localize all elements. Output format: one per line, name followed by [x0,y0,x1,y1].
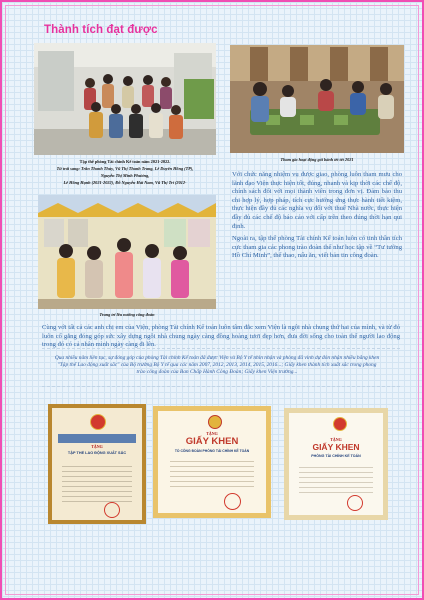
certificate-1-text-lines [62,462,132,502]
group-photo-caption-line2: Nguyễn Thị Minh Phương, [100,173,150,178]
certificate-2-title: GIẤY KHEN [185,436,239,447]
certificate-3-heading: TẶNG [330,437,342,442]
page-title: Thành tích đạt được [44,24,158,36]
emblem-icon [90,414,106,430]
certificate-1-banner [58,434,136,443]
certificate-3-subtitle: PHÒNG TÀI CHÍNH KẾ TOÁN [311,454,361,458]
group-photo-caption-line1: Từ trái sang: Trần Thanh Thủy, Vũ Thị Thanh Trang, Lê Duyên Hồng (TP), [56,166,194,171]
certificate-1 [48,404,146,524]
emblem-icon [333,417,347,431]
certificate-2-subtitle: TỔ CÔNG ĐOÀN PHÒNG TÀI CHÍNH KẾ TOÁN [174,449,250,453]
seal-icon [224,493,241,510]
certificate-2-text-lines [170,457,254,491]
group-photo-caption-line3: Lê Hồng Hạnh (2021-2022), Đỗ Nguyễn Hải Nam, Vũ Thị Trí (2012- [63,180,187,185]
awards-note: Qua nhiều năm liên tục, sự đóng góp của phòng Tài chính Kế toán đã được Viện và Bộ Y tế nhìn nhận và phòng đã vinh dự đón nhận nhiều bằng khen "Tập thể Lao động xuất sắc" của Bộ trưởng Bộ Y tế qua các năm 2007, 2012, 2013, 2014, 2015, 2016...; Giấy khen thành tích xuất sắc trong phong trào công đoàn của Ban Chấp Hành Công Đoàn; Giấy khen Viện trưởng... [54,355,380,376]
certificate-3-text-lines [299,463,373,493]
full-width-paragraph: Cùng với tất cả các anh chị em của Viện, phòng Tài chính Kế toán luôn tâm đắc xem Viện là ngôi nhà chung thứ hai của mình, và từ đó luôn cố gắng đóng góp sức xây dựng ngôi nhà chung ngày càng đồng hoàng tươi đẹp hơn, đưa đời sống cho toàn thể người lao động trong đó có cả nhân mình ngày càng đi lên. [42,324,400,349]
group-photo-caption-title: Tập thể phòng Tài chính Kế toán năm 2021-2022. [79,159,171,164]
party-photo [230,45,404,153]
top-divider [42,348,400,349]
certificate-2 [153,406,271,518]
right-paragraph-1: Với chức năng nhiệm vụ được giao, phòng luôn tham mưu cho lãnh đạo Viện thực hiện tốt, đúng, nhanh và kịp thời các chế độ, chính sách đối với mọi thành viên trong đơn vị. Đảm bảo thu chi hợp lý, hợp pháp, tích cực hướng ứng thực hành tiết kiệm, thực hiện đầy đủ các nghĩa vụ đối với thuế Nhà nước, thực hiện đầy đủ các chế độ báo cáo với cấp trên theo đúng thời hạn qui định. [232,171,402,230]
bottom-divider [42,386,400,387]
seal-icon [104,502,120,518]
certificate-1-heading: TẶNG [91,444,103,449]
party-photo-caption: Tham gia hoạt động gói bánh tét tết 2021 [280,157,354,162]
right-paragraph-2: Ngoài ra, tập thể phòng Tài chính Kế toán luôn có tinh thần tích cực tham gia các phong trào đoàn thể như học tập về “Tư tưởng Hồ Chí Minh”, thể thao, nấu ăn, viết bản tin công đoàn. [232,235,402,260]
festival-photo-caption: Trang trí lều nướng công đoàn [99,312,155,317]
group-photo [34,43,216,155]
certificate-2-heading: TẶNG [206,431,218,436]
festival-photo [38,195,216,309]
union-emblem-icon [208,415,222,429]
certificate-3 [284,408,388,520]
certificate-3-title: GIẤY KHEN [312,442,360,452]
seal-icon [347,495,363,511]
certificate-1-title: TẬP THỂ LAO ĐỘNG XUẤT SẮC [67,451,127,455]
right-column-text [232,171,402,265]
